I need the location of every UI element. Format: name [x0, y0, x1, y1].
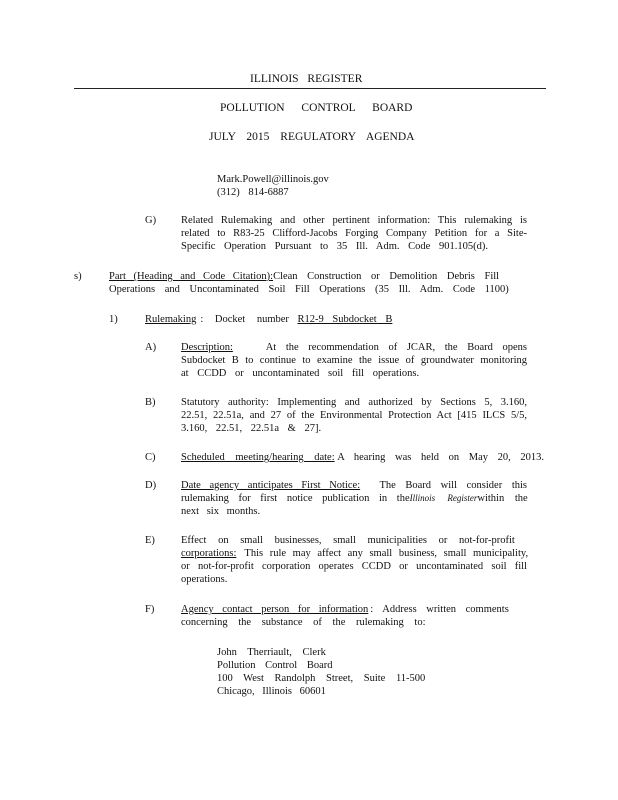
item-b-line-1: Statutory authority: Implementing and authorized by Sections 5, 3.160,	[181, 397, 527, 408]
section-s-line-2: Operations and Uncontaminated Soil Fill Operations (35 Ill. Adm. Code 1100)	[109, 284, 509, 295]
item-b-line-3: 3.160, 22.51, 22.51a & 27].	[181, 423, 322, 434]
section-s-heading: Part (Heading and Code Citation):	[109, 271, 274, 282]
section-s-label: s)	[74, 271, 82, 282]
item-a-line-2: Subdocket B to continue to examine the issue of groundwater monitoring	[181, 355, 527, 366]
item-b-label: B)	[145, 397, 156, 408]
header-rule	[74, 88, 546, 89]
item-c-line	[181, 451, 544, 464]
item-f-line-1-rest: : Address written comments	[370, 604, 509, 615]
item-g-line-3: Specific Operation Pursuant to 35 Ill. Adm. Code 901.105(d).	[181, 241, 488, 252]
contact-email: Mark.Powell@illinois.gov	[217, 174, 329, 185]
item-f-heading: Agency contact person for information	[181, 604, 369, 615]
rulemaking-heading: Rulemaking	[145, 314, 197, 325]
section-s-subject: Clean Construction or Demolition Debris Fill	[273, 271, 500, 282]
agenda-title: JULY 2015 REGULATORY AGENDA	[209, 131, 415, 143]
item-g-label: G)	[145, 215, 157, 226]
item-e-line-2-rest: This rule may affect any small business, small municipality,	[244, 548, 529, 559]
rulemaking-1-line	[145, 313, 392, 326]
item-e-line-1: Effect on small businesses, small municipalities or not-for-profit	[181, 535, 515, 546]
item-f-line-1	[181, 603, 509, 616]
item-d-label: D)	[145, 480, 157, 491]
item-g-line-1: Related Rulemaking and other pertinent information: This rulemaking is	[181, 215, 527, 226]
item-c-rest: A hearing was held on May 20, 2013.	[337, 452, 545, 463]
address-name: John Therriault, Clerk	[217, 647, 326, 658]
item-e-line-4: operations.	[181, 574, 228, 585]
item-d-line-3: next six months.	[181, 506, 261, 517]
item-b-line-2: 22.51, 22.51a, and 27 of the Environmental Protection Act [415 ILCS 5/5,	[181, 410, 527, 421]
item-a-line-1	[181, 341, 527, 354]
rulemaking-1-label: 1)	[109, 314, 118, 325]
item-e-line-3: or not-for-profit corporation operates CCDD or uncontaminated soil fill	[181, 561, 527, 572]
rulemaking-docket-text: : Docket number	[200, 314, 289, 325]
item-c-label: C)	[145, 452, 156, 463]
item-c-heading: Scheduled meeting/hearing date:	[181, 452, 335, 463]
item-a-line-1-rest: At the recommendation of JCAR, the Board opens	[265, 342, 527, 353]
address-city: Chicago, Illinois 60601	[217, 686, 326, 697]
item-a-label: A)	[145, 342, 157, 353]
section-s-heading-line	[109, 270, 500, 283]
item-a-line-3: at CCDD or uncontaminated soil fill operations.	[181, 368, 420, 379]
item-f-label: F)	[145, 604, 155, 615]
item-d-publication: Illinois Register	[409, 493, 478, 503]
item-d-line-2-post: within the	[477, 493, 528, 504]
board-title: POLLUTION CONTROL BOARD	[220, 102, 413, 114]
contact-phone: (312) 814-6887	[217, 187, 289, 198]
item-e-label: E)	[145, 535, 155, 546]
rulemaking-docket-number: R12-9 Subdocket B	[297, 314, 393, 325]
item-d-line-1	[181, 479, 527, 492]
item-d-heading: Date agency anticipates First Notice:	[181, 480, 361, 491]
item-d-line-1-rest: The Board will consider this	[379, 480, 527, 491]
item-e-heading: corporations:	[181, 548, 237, 559]
item-f-line-2: concerning the substance of the rulemaking to:	[181, 617, 426, 628]
item-a-heading: Description:	[181, 342, 233, 353]
address-street: 100 West Randolph Street, Suite 11-500	[217, 673, 426, 684]
item-e-line-2	[181, 547, 527, 560]
item-d-line-2-pre: rulemaking for first notice publication in the	[181, 493, 410, 504]
item-g-line-2: related to R83-25 Clifford-Jacobs Forging Company Petition for a Site-	[181, 228, 527, 239]
register-title: ILLINOIS REGISTER	[250, 73, 363, 85]
address-org: Pollution Control Board	[217, 660, 333, 671]
item-d-line-2	[181, 492, 527, 505]
